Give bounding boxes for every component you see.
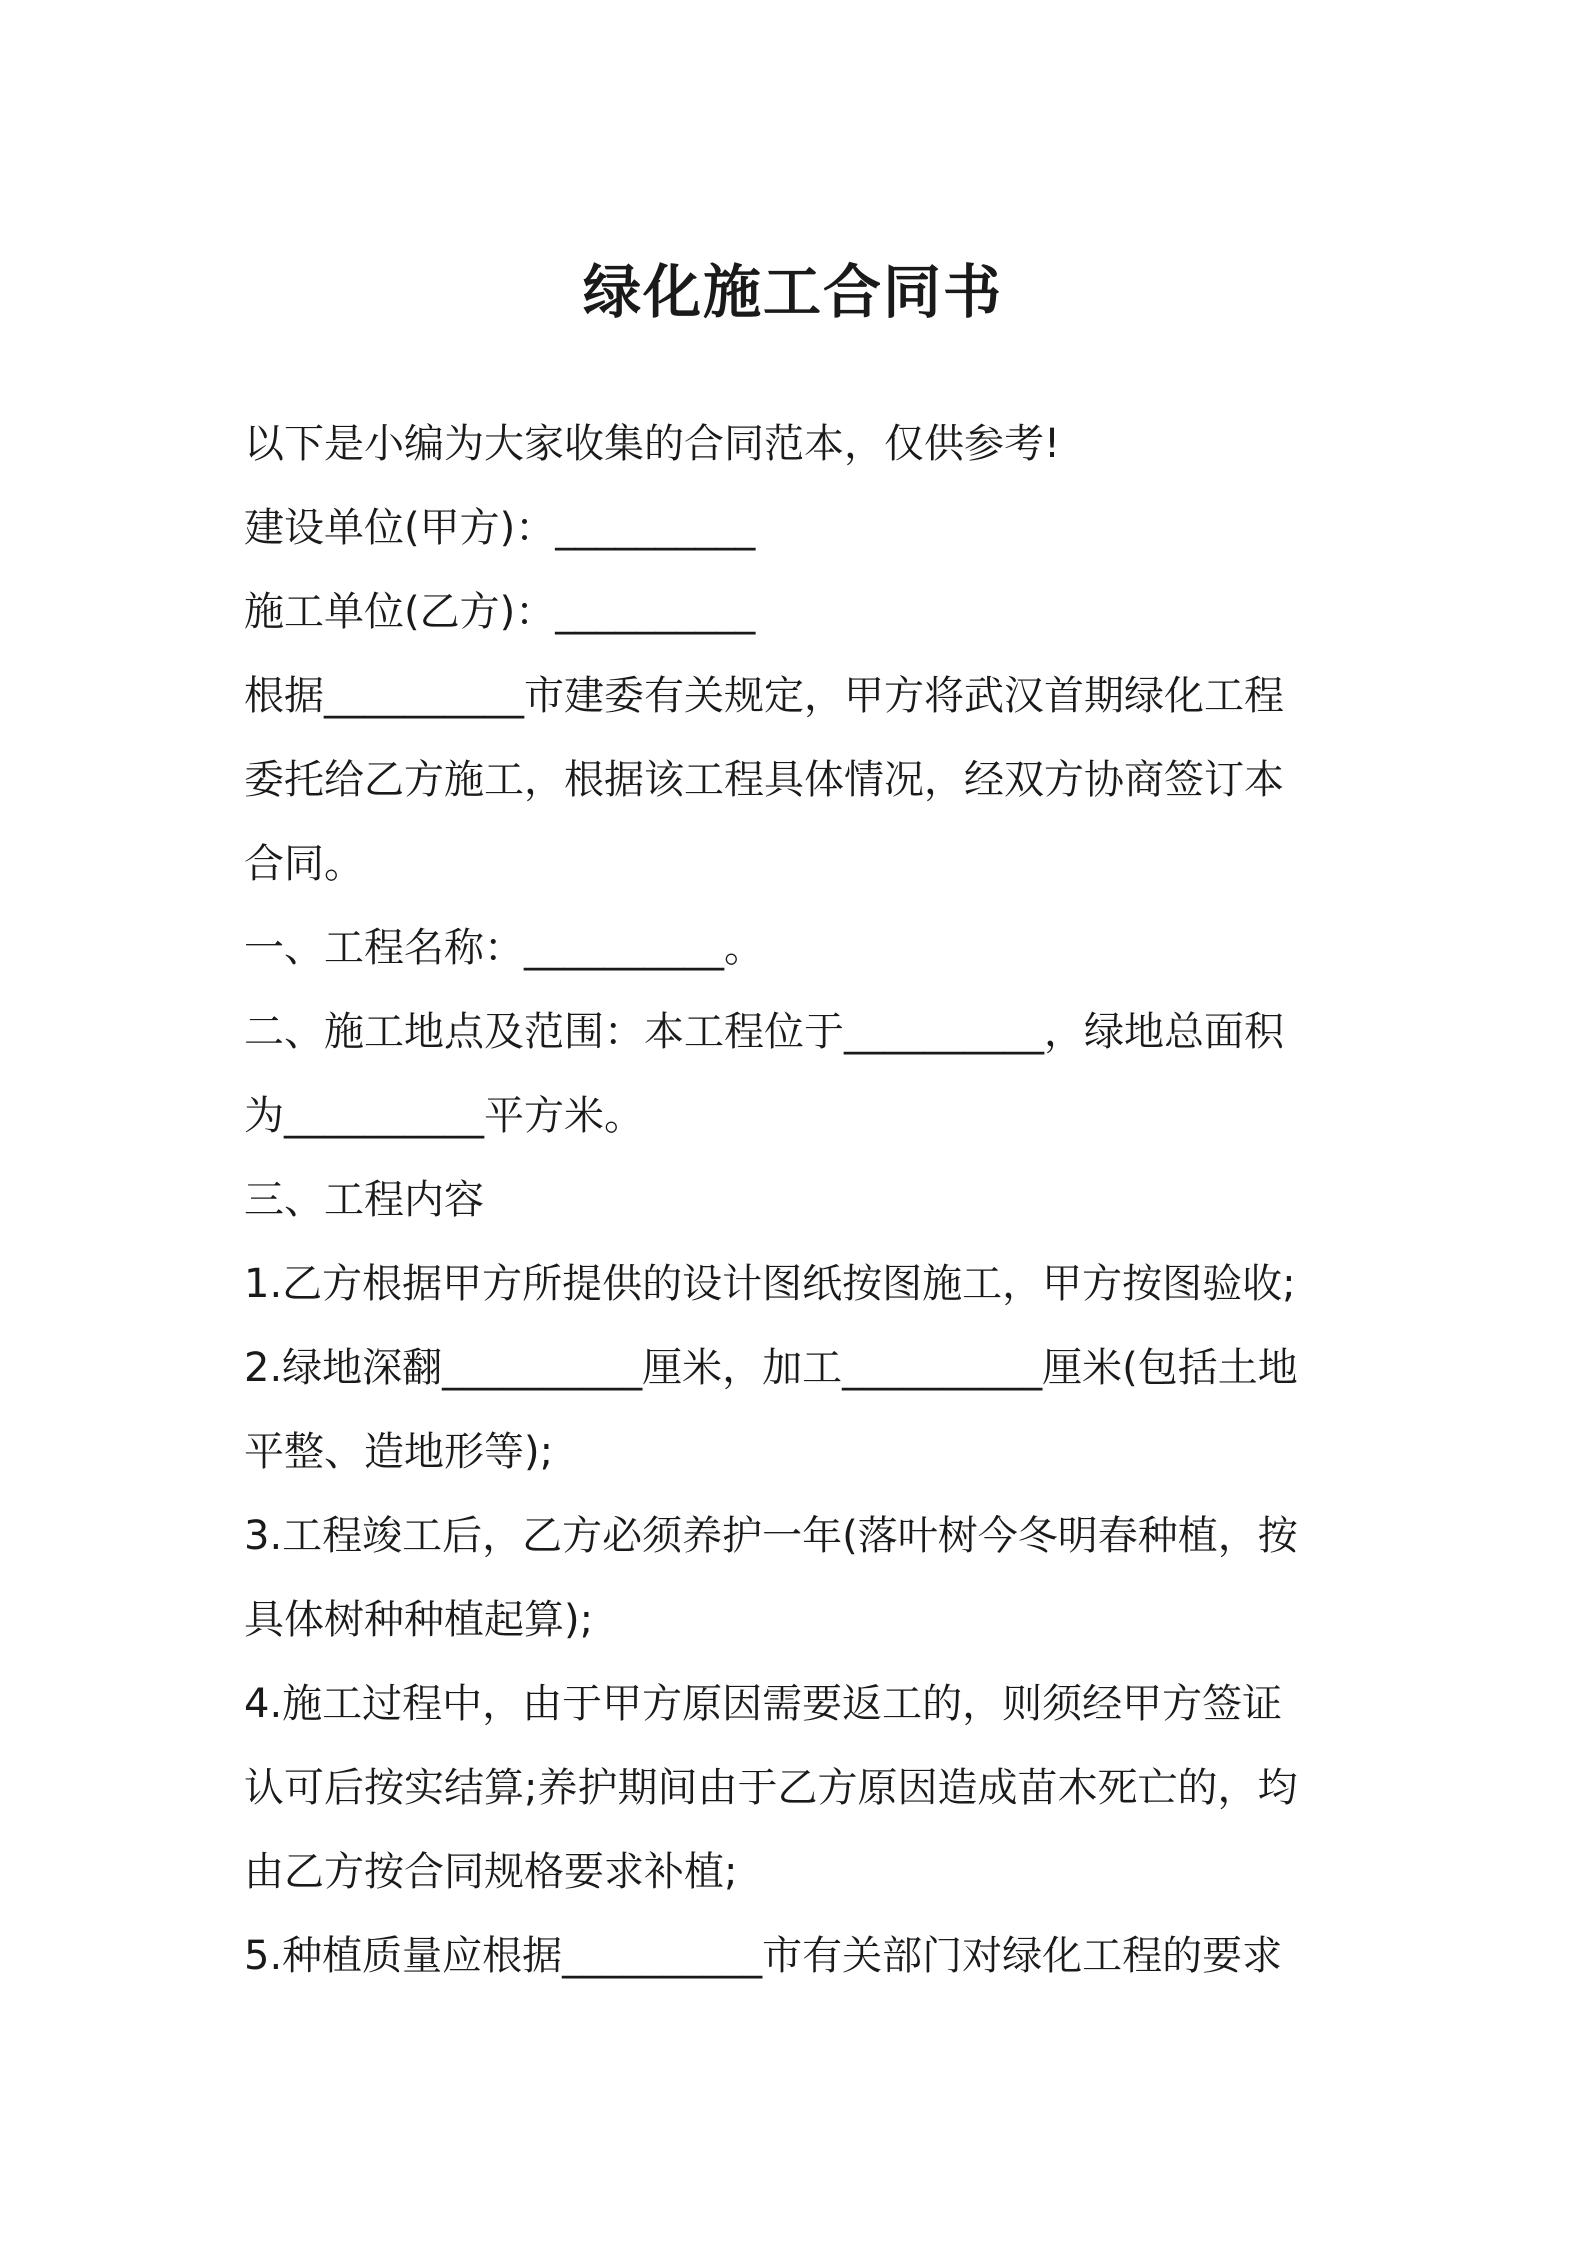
text-line: 以下是小编为大家收集的合同范本，仅供参考! [244, 421, 1061, 467]
text-line: 认可后按实结算;养护期间由于乙方原因造成苗木死亡的，均 [244, 1765, 1298, 1811]
text-line: 3.工程竣工后，乙方必须养护一年(落叶树今冬明春种植，按 [244, 1513, 1298, 1559]
text-line: 1.乙方根据甲方所提供的设计图纸按图施工，甲方按图验收; [244, 1261, 1296, 1307]
document-body [244, 402, 1354, 1998]
text-line: 为__________平方米。 [244, 1093, 644, 1139]
text-line: 2.绿地深翻__________厘米，加工__________厘米(包括土地 [244, 1345, 1298, 1391]
text-line: 二、施工地点及范围：本工程位于__________，绿地总面积 [244, 1009, 1284, 1055]
text-line: 一、工程名称：__________。 [244, 925, 764, 971]
document-title: 绿化施工合同书 [582, 258, 1003, 326]
text-line: 平整、造地形等); [244, 1429, 554, 1475]
text-line: 委托给乙方施工，根据该工程具体情况，经双方协商签订本 [244, 757, 1284, 803]
text-line: 5.种植质量应根据__________市有关部门对绿化工程的要求 [244, 1933, 1283, 1979]
text-line: 4.施工过程中，由于甲方原因需要返工的，则须经甲方签证 [244, 1681, 1283, 1727]
text-line: 施工单位(乙方)：__________ [244, 589, 756, 635]
text-line: 由乙方按合同规格要求补植; [244, 1849, 738, 1895]
text-line: 三、工程内容 [244, 1177, 484, 1223]
text-line: 合同。 [244, 841, 364, 887]
text-line: 具体树种种植起算); [244, 1597, 594, 1643]
text-line: 建设单位(甲方)：__________ [244, 505, 756, 551]
text-line: 根据__________市建委有关规定，甲方将武汉首期绿化工程 [244, 673, 1284, 719]
